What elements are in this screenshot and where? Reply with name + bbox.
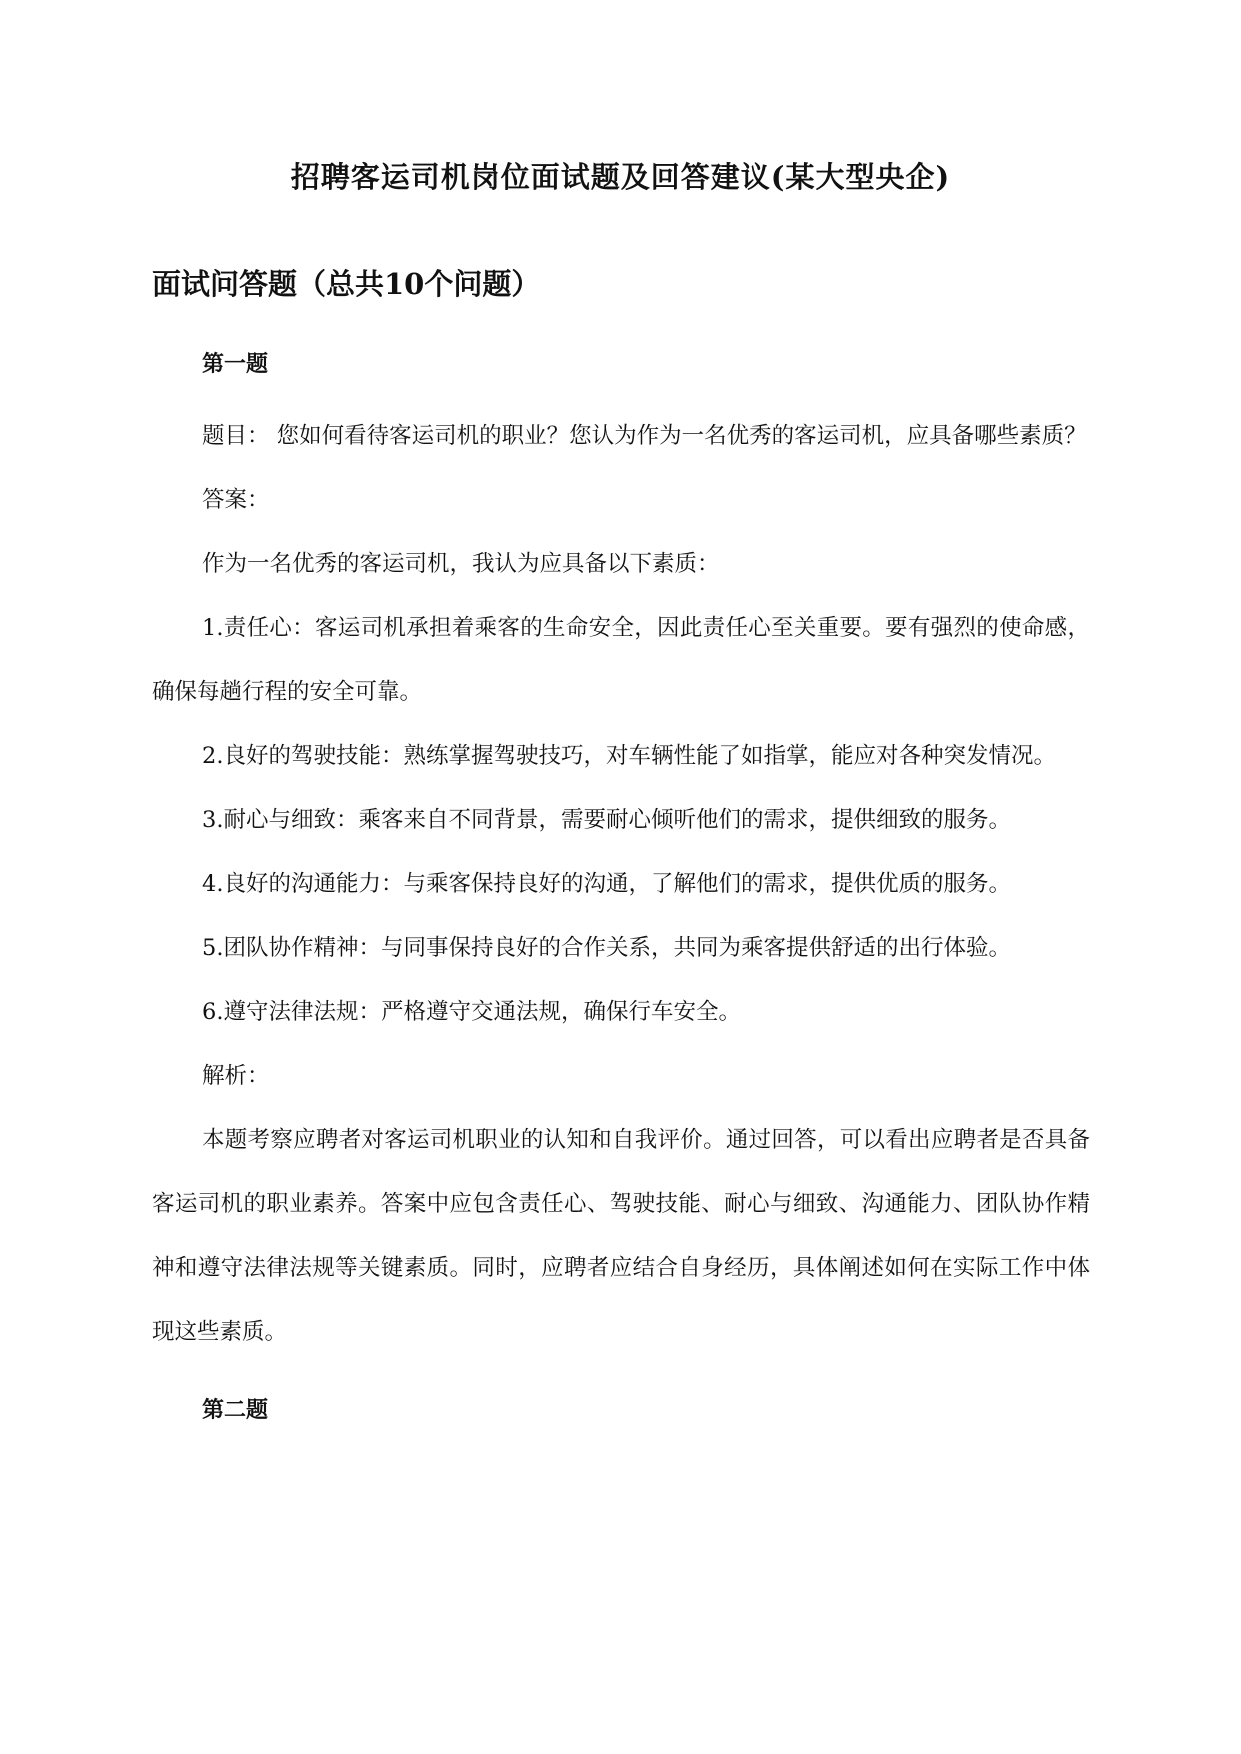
answer-point: 3.耐心与细致：乘客来自不同背景，需要耐心倾听他们的需求，提供细致的服务。 <box>202 807 1011 833</box>
answer-point: 6.遵守法律法规：严格遵守交通法规，确保行车安全。 <box>202 999 741 1025</box>
question-1-heading: 第一题 <box>202 351 269 377</box>
answer-intro: 作为一名优秀的客运司机，我认为应具备以下素质： <box>202 551 720 577</box>
question-1-prompt: 题目： 您如何看待客运司机的职业？您认为作为一名优秀的客运司机，应具备哪些素质？ <box>202 423 1087 449</box>
analysis-label: 解析： <box>202 1063 270 1089</box>
answer-point: 1.责任心：客运司机承担着乘客的生命安全，因此责任心至关重要。要有强烈的使命感，确保每趟行程的安全可靠。 <box>152 615 1090 705</box>
answer-point: 5.团队协作精神：与同事保持良好的合作关系，共同为乘客提供舒适的出行体验。 <box>202 935 1011 961</box>
document-body <box>152 348 1090 1426</box>
answer-label: 答案： <box>202 487 270 513</box>
answer-point: 4.良好的沟通能力：与乘客保持良好的沟通，了解他们的需求，提供优质的服务。 <box>202 871 1011 897</box>
document-title: 招聘客运司机岗位面试题及回答建议(某大型央企) <box>290 160 951 194</box>
answer-point: 2.良好的驾驶技能：熟练掌握驾驶技巧，对车辆性能了如指掌，能应对各种突发情况。 <box>202 743 1056 769</box>
analysis-text: 本题考察应聘者对客运司机职业的认知和自我评价。通过回答，可以看出应聘者是否具备客运司机的职业素养。答案中应包含责任心、驾驶技能、耐心与细致、沟通能力、团队协作精神和遵守法律法规等关键素质。同时，应聘者应结合自身经历，具体阐述如何在实际工作中体现这些素质。 <box>152 1127 1090 1345</box>
question-2-heading: 第二题 <box>202 1397 269 1423</box>
section-heading: 面试问答题（总共10个问题） <box>152 267 541 301</box>
